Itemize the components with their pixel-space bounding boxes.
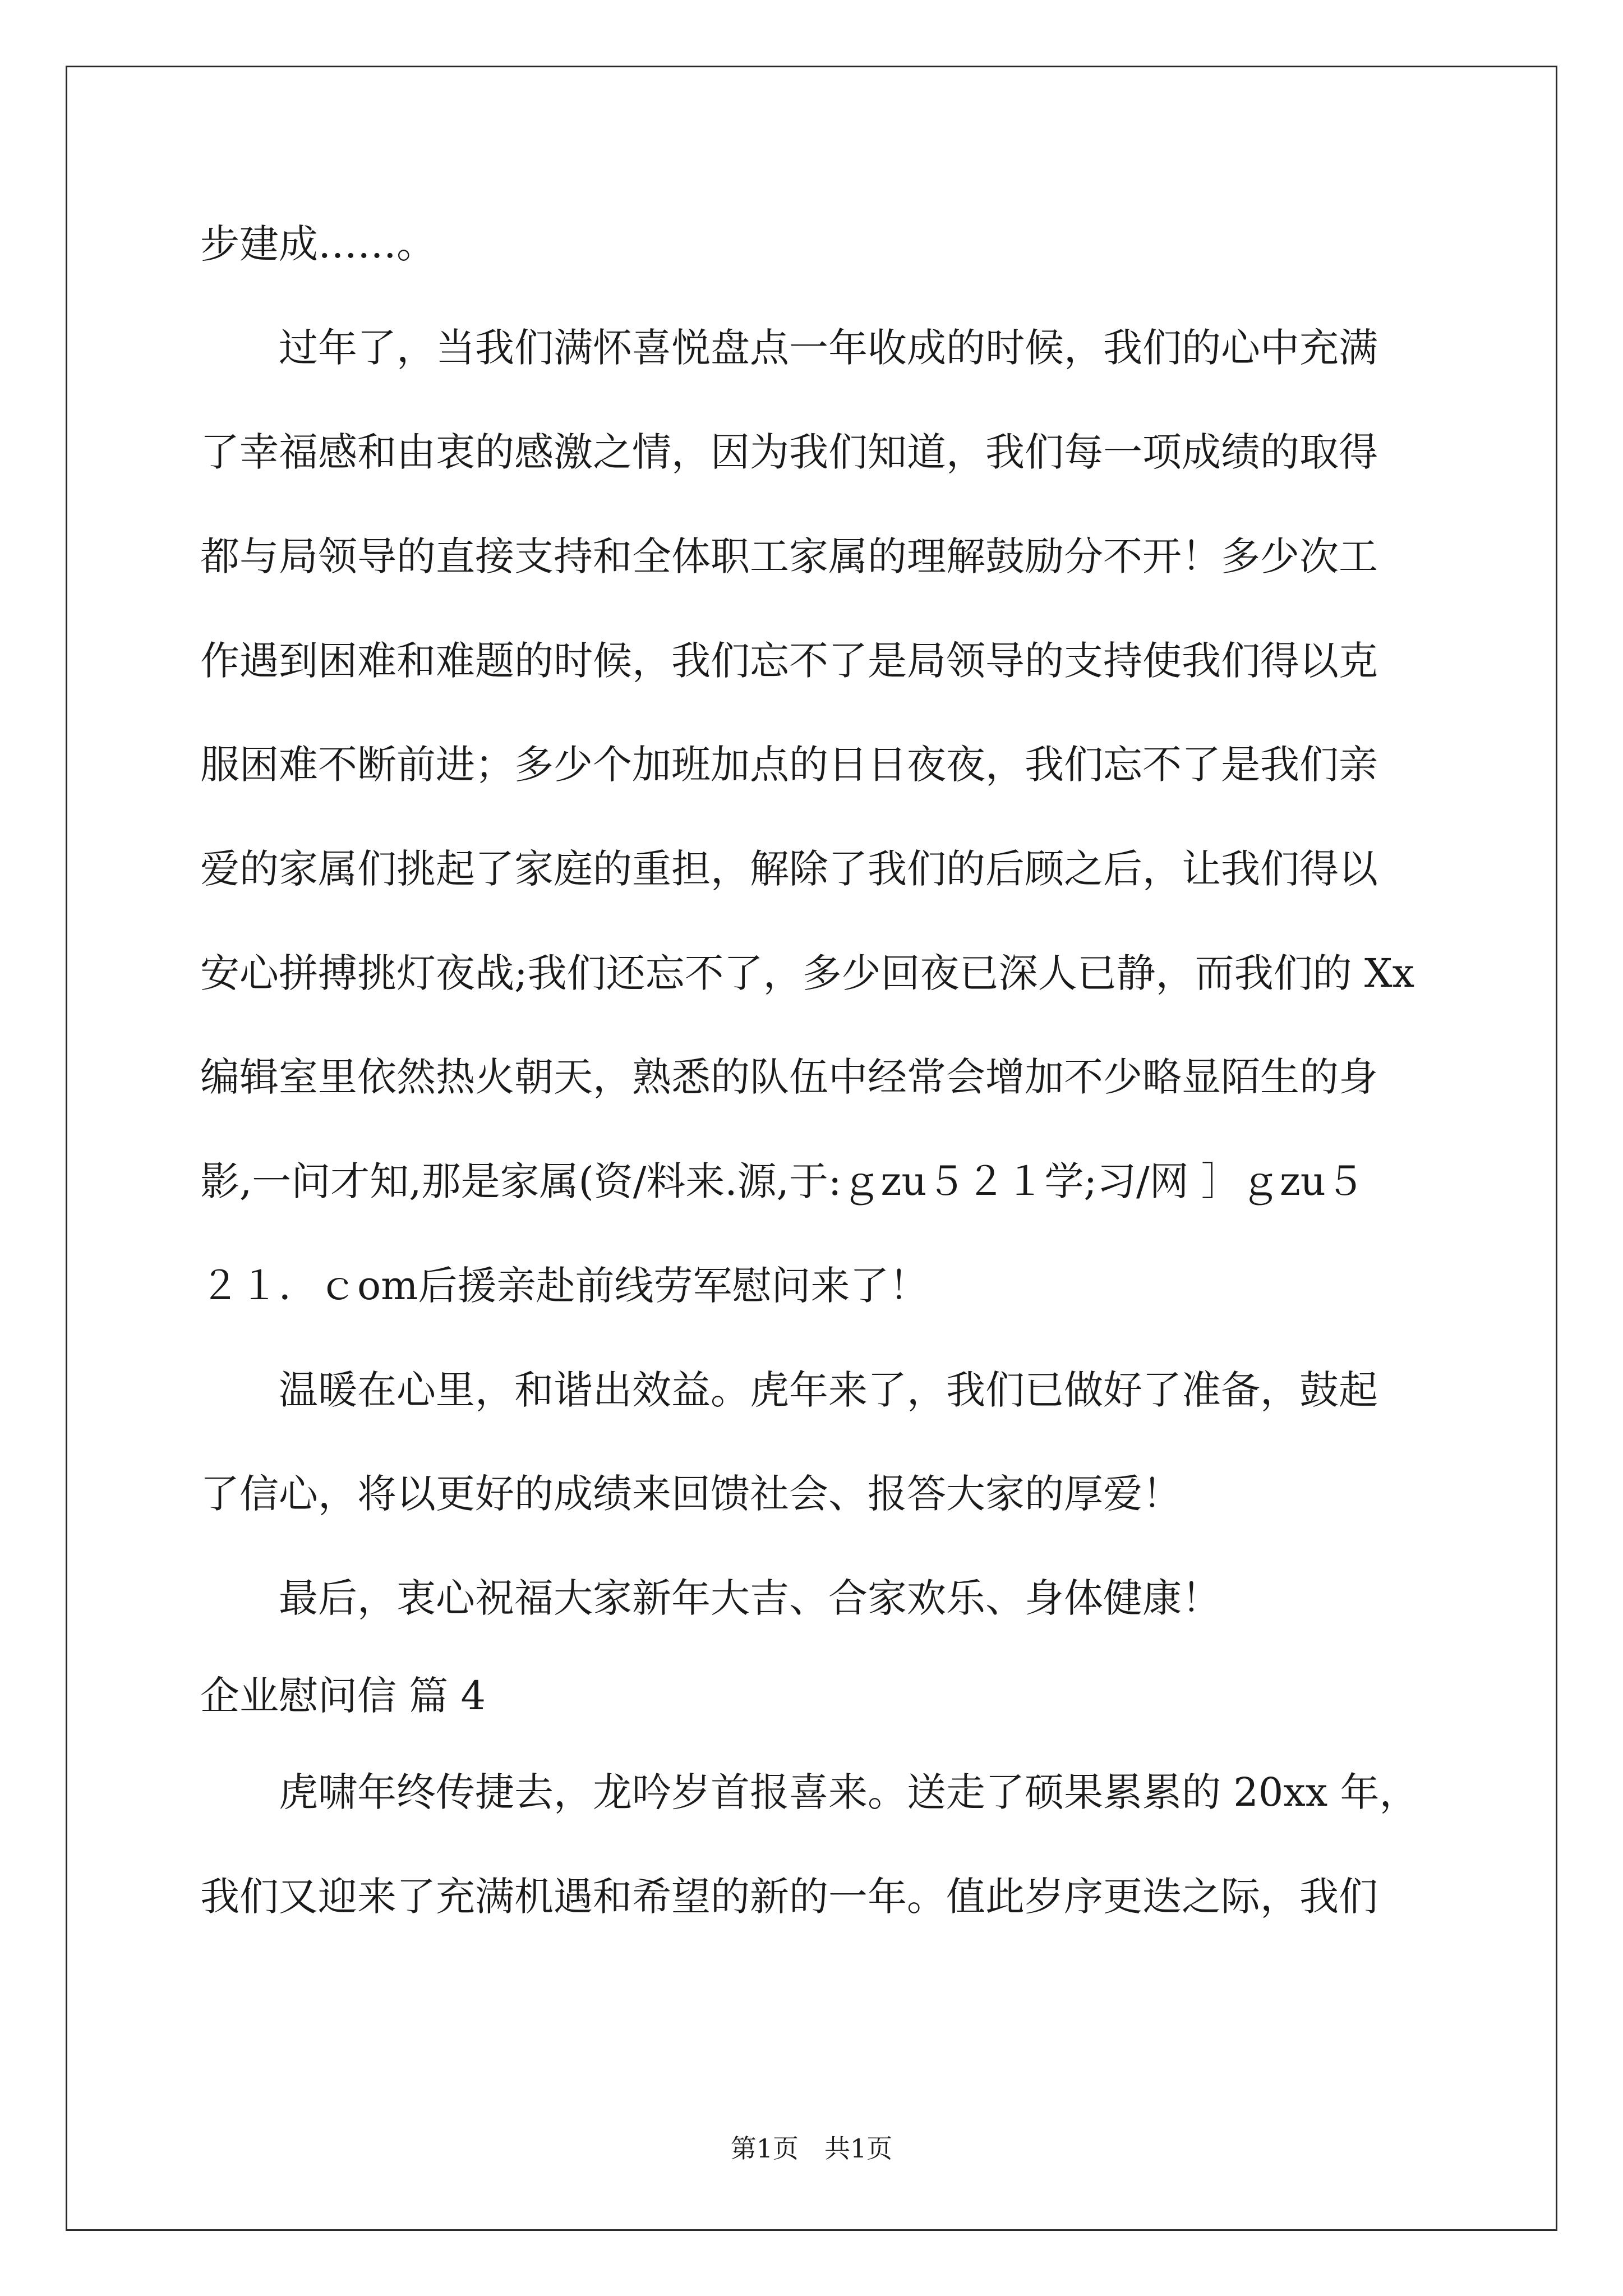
text-line: ２１．ｃom后援亲赴前线劳军慰问来了！ [200, 1263, 929, 1309]
text-line: 编辑室里依然热火朝天，熟悉的队伍中经常会增加不少略显陌生的身 [200, 1054, 1378, 1100]
section-heading: 企业慰问信 篇 4 [200, 1673, 486, 1719]
page-footer: 第1页 共1页 [730, 2133, 893, 2164]
text-line: 了信心，将以更好的成绩来回馈社会、报答大家的厚爱！ [200, 1471, 1182, 1517]
text-line: 最后，衷心祝福大家新年大吉、合家欢乐、身体健康！ [200, 1575, 1221, 1621]
text-line: 了幸福感和由衷的感激之情，因为我们知道，我们每一项成绩的取得 [200, 429, 1378, 475]
text-line: 安心拼搏挑灯夜战;我们还忘不了，多少回夜已深人已静，而我们的 Xx [200, 950, 1415, 996]
text-line: 服困难不断前进；多少个加班加点的日日夜夜，我们忘不了是我们亲 [200, 742, 1378, 788]
text-line: 爱的家属们挑起了家庭的重担，解除了我们的后顾之后，让我们得以 [200, 846, 1378, 892]
text-line: 虎啸年终传捷去，龙吟岁首报喜来。送走了硕果累累的 20xx 年， [200, 1769, 1419, 1815]
text-line: 影,一问才知,那是家属(资/料来.源,于:ｇzu５２１学;习/网 ］ｇzu５ [200, 1158, 1365, 1204]
text-line: 步建成……。 [200, 221, 436, 267]
text-line: 温暖在心里，和谐出效益。虎年来了，我们已做好了准备，鼓起 [200, 1367, 1378, 1413]
text-line: 作遇到困难和难题的时候，我们忘不了是局领导的支持使我们得以克 [200, 638, 1378, 684]
text-line: 过年了，当我们满怀喜悦盘点一年收成的时候，我们的心中充满 [200, 325, 1378, 371]
text-line: 都与局领导的直接支持和全体职工家属的理解鼓励分不开！多少次工 [200, 533, 1378, 579]
text-line: 我们又迎来了充满机遇和希望的新的一年。值此岁序更迭之际，我们 [200, 1874, 1378, 1920]
